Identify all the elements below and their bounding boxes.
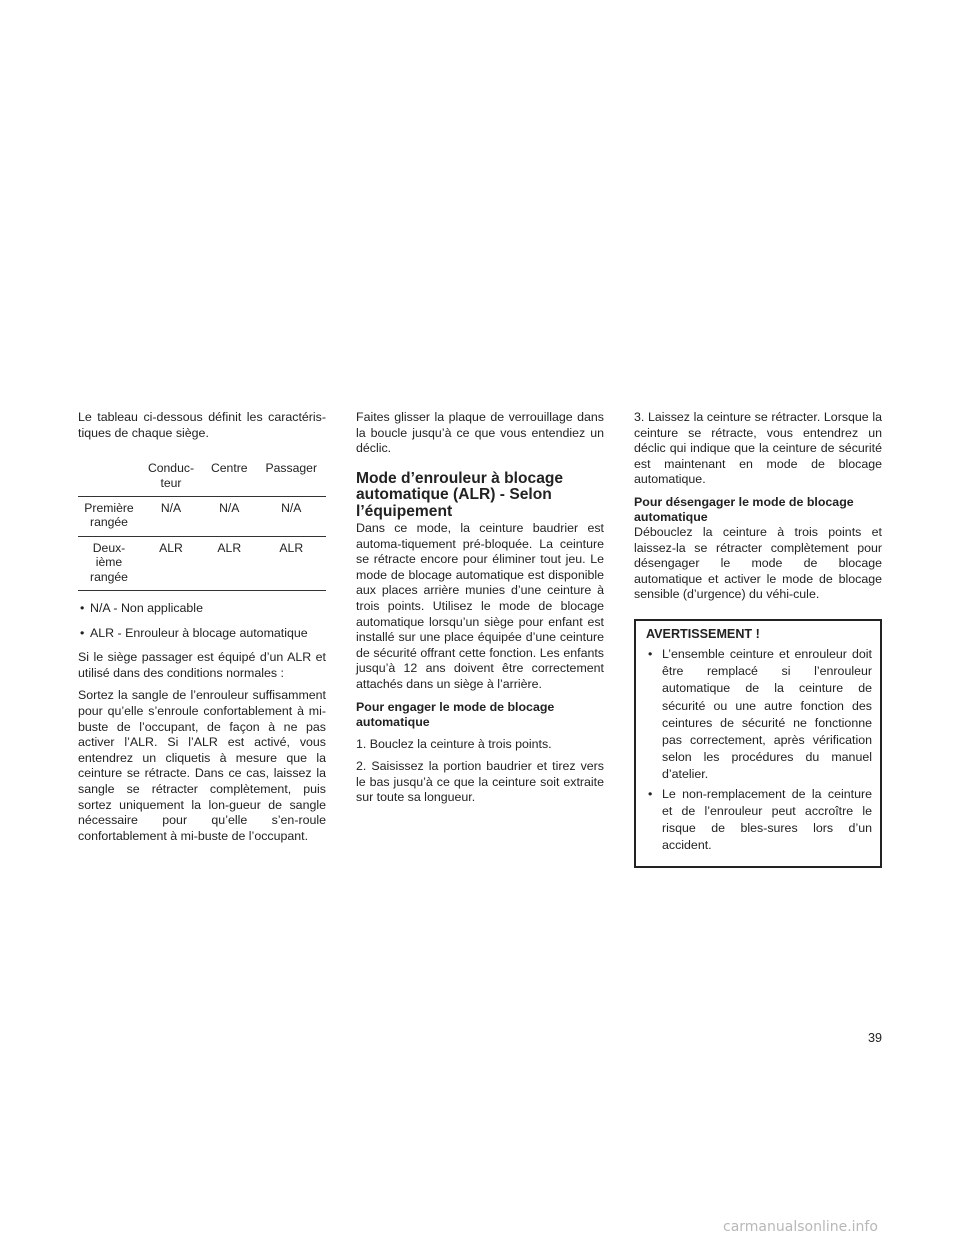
warning-item <box>646 786 872 855</box>
step-item: 3. Laissez la ceinture se rétracter. Lorsque la ceinture se rétracte, vous entendrez un déclic qui indique que la ceinture de sécurité est maintenant en mode de blocage automatique. <box>634 410 882 487</box>
column-left <box>78 410 326 851</box>
seat-table <box>78 457 326 591</box>
legend-text: N/A - Non applicable <box>90 601 203 616</box>
bullet-icon: • <box>80 625 85 640</box>
warning-title: AVERTISSEMENT ! <box>646 626 760 641</box>
body-paragraph: Si le siège passager est équipé d’un ALR et utilisé dans des conditions normales : <box>78 650 326 680</box>
table-cell: N/A <box>257 497 326 537</box>
section-heading: Mode d’enrouleur à blocage automatique (ALR) - Selon l’équipement <box>356 469 564 520</box>
table-row <box>78 536 326 590</box>
column-right <box>634 410 882 868</box>
legend-item <box>78 601 326 617</box>
table-cell: N/A <box>202 497 257 537</box>
legend-text: ALR - Enrouleur à blocage automatique <box>90 625 308 640</box>
intro-text: Le tableau ci-dessous définit les caractéris-tiques de chaque siège. <box>78 410 326 440</box>
table-header-driver: Conduc-teur <box>140 457 202 496</box>
warning-text: Le non-remplacement de la ceinture et de l’enrouleur peut accroître le risque de bles-sures lors d’un accident. <box>662 786 872 853</box>
warning-item <box>646 646 872 784</box>
warning-text: L’ensemble ceinture et enrouleur doit être remplacé si l’enrouleur automatique de la ceinture de sécurité ou une autre fonction des ceintures de sécurité ne fonctionne pas correctement, après vérification selon les procédures du manuel d’atelier. <box>662 646 872 782</box>
warning-box <box>634 619 882 868</box>
page-number: 39 <box>868 1031 883 1045</box>
watermark-text: carmanualsonline.info <box>723 1219 878 1235</box>
table-cell: ALR <box>257 536 326 590</box>
bullet-icon: • <box>648 646 653 661</box>
legend-item <box>78 626 326 642</box>
table-header-empty <box>78 457 140 496</box>
bullet-icon: • <box>648 786 653 801</box>
column-middle <box>356 410 604 813</box>
table-header-center: Centre <box>202 457 257 496</box>
table-header-row <box>78 457 326 496</box>
body-paragraph: Débouclez la ceinture à trois points et laissez-la se rétracter complètement pour désengager le mode de blocage automatique et activer le mode de blocage sensible (d’urgence) du véhi-cule. <box>634 524 882 602</box>
table-cell: Première rangée <box>78 497 140 537</box>
sub-heading: Pour engager le mode de blocage automatique <box>356 699 555 729</box>
table-row <box>78 497 326 537</box>
table-header-passenger: Passager <box>257 457 326 496</box>
step-item: 2. Saisissez la portion baudrier et tirez vers le bas jusqu’à ce que la ceinture soit extraite sur toute sa longueur. <box>356 759 604 805</box>
sub-heading: Pour désengager le mode de blocage automatique <box>634 494 854 524</box>
table-cell: ALR <box>202 536 257 590</box>
intro-text: Faites glisser la plaque de verrouillage dans la boucle jusqu’à ce que vous entendiez un déclic. <box>356 410 604 456</box>
body-paragraph: Dans ce mode, la ceinture baudrier est automa-tiquement pré-bloquée. La ceinture se rétracte encore pour éliminer tout jeu. Le mode de blocage automatique est disponible aux places arrière munies d’une ceinture à trois points. Utilisez le mode de blocage automatique lorsqu’un siège pour enfant est installé sur une place équipée d’une ceinture de sécurité offrant cette fonction. Les enfants jusqu’à 12 ans doivent être correctement attachés dans un siège à l’arrière. <box>356 521 604 691</box>
table-cell: N/A <box>140 497 202 537</box>
step-item: 1. Bouclez la ceinture à trois points. <box>356 736 552 751</box>
table-cell: Deux-ième rangée <box>78 536 140 590</box>
bullet-icon: • <box>80 601 85 616</box>
table-cell: ALR <box>140 536 202 590</box>
body-paragraph: Sortez la sangle de l’enrouleur suffisamment pour qu’elle s’enroule confortablement à mi-buste de l’occupant, de façon à ne pas activer l’ALR. Si l’ALR est activé, vous entendrez un cliquetis à mesure que la ceinture se rétracte. Dans ce cas, laissez la sangle se rétracter complètement, puis sortez uniquement la lon-gueur de sangle nécessaire pour qu’elle s’en-roule confortablement à mi-buste de l’occupant. <box>78 688 326 843</box>
